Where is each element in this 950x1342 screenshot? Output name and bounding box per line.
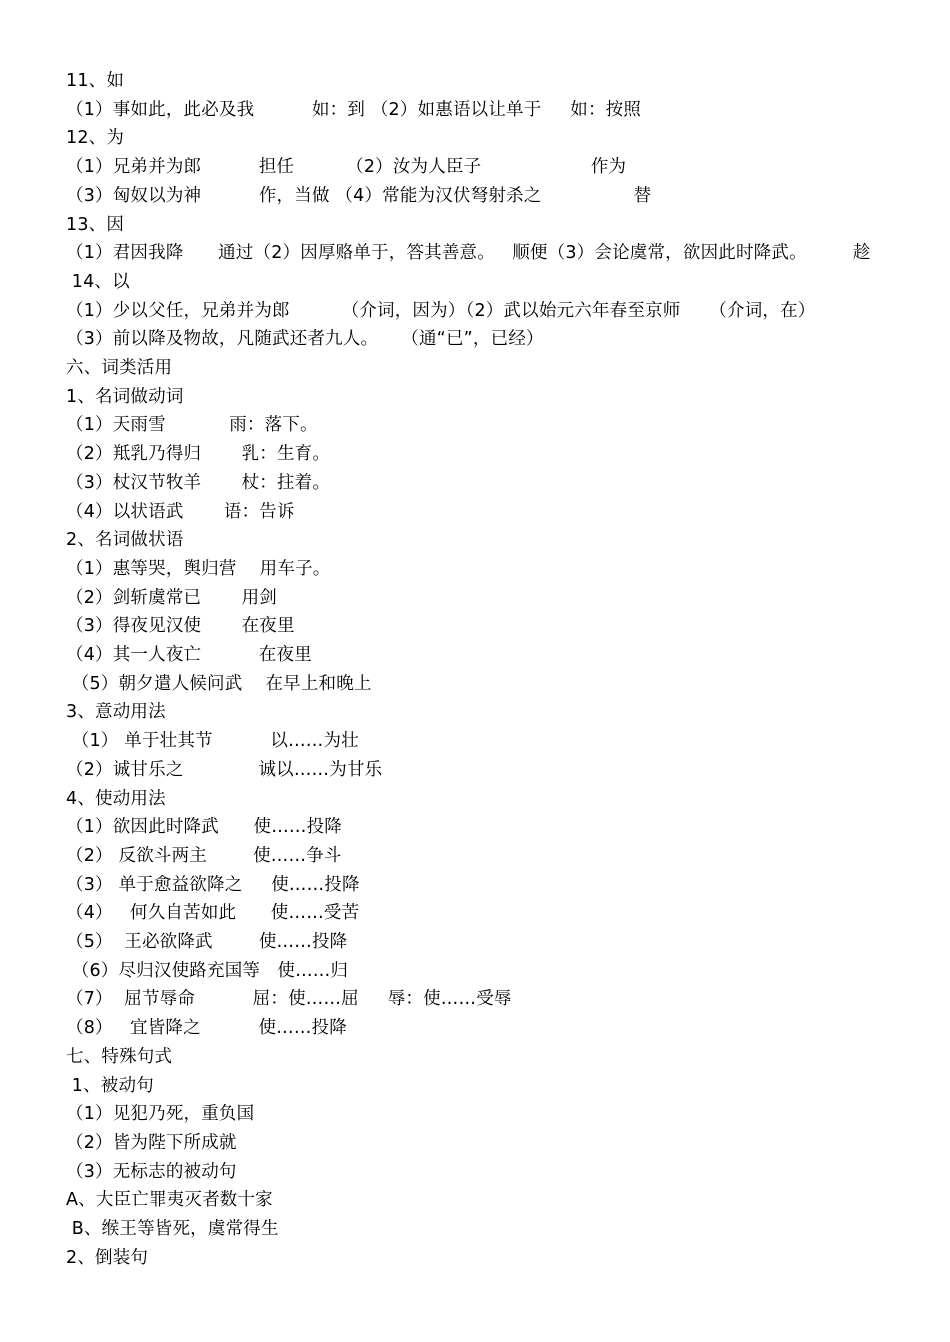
text-line: （2）皆为陛下所成就 <box>66 1132 237 1153</box>
text-line: （1）事如此，此必及我 如：到 （2）如惠语以让单于 如：按照 <box>66 99 642 120</box>
text-line: （6）尽归汉使路充国等 使……归 <box>66 960 349 981</box>
text-line: （1）少以父任，兄弟并为郎 （介词，因为）（2）武以始元六年春至京师 （介词，在） <box>66 300 816 321</box>
text-line: （2）羝乳乃得归 乳：生育。 <box>66 444 331 465</box>
text-line: （4）其一人夜亡 在夜里 <box>66 645 312 665</box>
subsection-heading: 4、使动用法 <box>66 788 166 809</box>
text-line: （2）剑斩虞常已 用剑 <box>66 587 277 608</box>
text-line: （8） 宜皆降之 使……投降 <box>66 1018 347 1039</box>
subsection-heading: 2、倒装句 <box>66 1247 149 1268</box>
text-line: （4）以状语武 语：告诉 <box>66 501 295 522</box>
text-line: （3）得夜见汉使 在夜里 <box>66 616 295 637</box>
text-line: （4） 何久自苦如此 使……受苦 <box>66 903 360 924</box>
text-line: （3） 单于愈益欲降之 使……投降 <box>66 874 360 895</box>
text-line: （3）无标志的被动句 <box>66 1161 237 1182</box>
text-line: 14、以 <box>66 271 130 292</box>
section-heading: 六、词类活用 <box>66 358 173 378</box>
text-line: （1）欲因此时降武 使……投降 <box>66 817 343 838</box>
text-line: A、大臣亡罪夷灭者数十家 <box>66 1190 273 1211</box>
text-line: 12、为 <box>66 128 125 149</box>
text-line: （1） 单于壮其节 以……为壮 <box>66 731 359 752</box>
text-line: （1）惠等哭，舆归营 用车子。 <box>66 558 331 579</box>
text-line: B、缑王等皆死，虞常得生 <box>66 1219 279 1239</box>
text-line: （5） 王必欲降武 使……投降 <box>66 932 348 952</box>
text-line: （1）兄弟并为郎 担任 （2）汝为人臣子 作为 <box>66 157 627 178</box>
section-heading: 七、特殊句式 <box>66 1046 173 1067</box>
text-line: 11、如 <box>66 71 125 91</box>
subsection-heading: 1、名词做动词 <box>66 386 184 407</box>
text-line: （5）朝夕遣人候问武 在早上和晚上 <box>66 673 372 694</box>
subsection-heading: 1、被动句 <box>66 1075 154 1096</box>
subsection-heading: 3、意动用法 <box>66 702 166 723</box>
text-line: （2）诚甘乐之 诚以……为甘乐 <box>66 759 383 780</box>
text-line: （3）前以降及物故，凡随武还者九人。 （通“已”，已经） <box>66 329 544 350</box>
text-line: （3）匈奴以为神 作，当做 （4）常能为汉伏弩射杀之 替 <box>66 185 652 206</box>
text-line: 13、因 <box>66 214 125 235</box>
text-line: （1）君因我降 通过（2）因厚赂单于，答其善意。 顺便（3）会论虞常，欲因此时降武。 趁 <box>66 243 871 264</box>
text-line: （2） 反欲斗两主 使……争斗 <box>66 845 342 866</box>
text-line: （3）杖汉节牧羊 杖：拄着。 <box>66 472 331 493</box>
text-line: （1）天雨雪 雨：落下。 <box>66 415 318 436</box>
subsection-heading: 2、名词做状语 <box>66 530 184 551</box>
text-line: （7） 屈节辱命 屈：使……屈 辱：使……受辱 <box>66 989 512 1010</box>
text-line: （1）见犯乃死，重负国 <box>66 1104 255 1125</box>
